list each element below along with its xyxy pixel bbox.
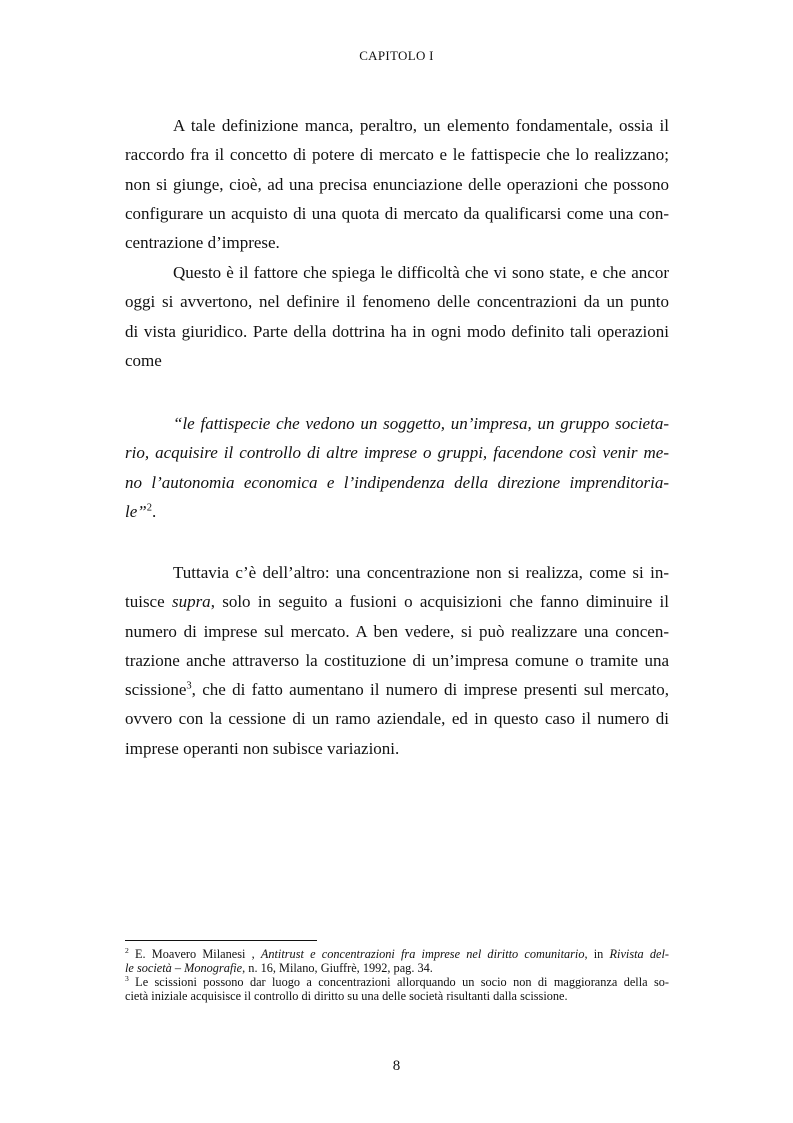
- quote-line: rio, acquisire il controllo di altre imprese o gruppi, facendone così venir me-: [125, 443, 669, 463]
- footnote-2-author: E. Moavero Milanesi ,: [128, 947, 261, 961]
- footnote-3-line-2: cietà iniziale acquisisce il controllo di diritto su una delle società risultanti dalla scissione.: [125, 989, 568, 1003]
- p3-l2-post: , solo in seguito a fusioni o acquisizioni che fanno diminuire il: [210, 592, 669, 612]
- p3-l5-pre: scissione: [125, 680, 187, 700]
- paragraph-3-line: [125, 675, 669, 704]
- footnote-3-text-1: Le scissioni possono dar luogo a concentrazioni allorquando un socio non di maggioranza della so-: [128, 975, 669, 989]
- chapter-header: CAPITOLO I: [359, 48, 434, 63]
- footnote-2-journal-b: le società – Monografie: [125, 961, 243, 975]
- quote-line: no l’autonomia economica e l’indipendenza della direzione imprenditoria-: [125, 472, 669, 492]
- p3-l5-post: , che di fatto aumentano il numero di imprese presenti sul mercato,: [191, 680, 669, 700]
- footnote-separator: [125, 940, 317, 941]
- paragraph-3-line: imprese operanti non subisce variazioni.: [125, 738, 400, 758]
- footnote-2: [125, 947, 669, 975]
- footnote-2-line-2: [125, 961, 669, 975]
- paragraph-3-line: trazione anche attraverso la costituzione di un’impresa comune o tramite una: [125, 650, 669, 670]
- paragraph-3-line: numero di imprese sul mercato. A ben vedere, si può realizzare una concen-: [125, 621, 669, 641]
- footnotes: [125, 947, 669, 1003]
- quote-last-tail: .: [152, 501, 157, 521]
- block-quote: [125, 409, 669, 526]
- paragraph-2-line: di vista giuridico. Parte della dottrina ha in ogni modo definito tali operazioni: [125, 321, 669, 341]
- page-number: 8: [392, 1058, 401, 1074]
- paragraph-2-line: oggi si avvertono, nel definire il fenomeno delle concentrazioni da un punto: [125, 292, 669, 312]
- footnote-2-line-1: [125, 947, 669, 961]
- paragraph-2-line: come: [125, 350, 162, 370]
- quote-last-line: [125, 497, 669, 526]
- paragraph-1: [125, 111, 669, 257]
- paragraph-2-line: Questo è il fattore che spiega le difficoltà che vi sono state, e che ancor: [173, 263, 669, 282]
- footnote-2-mid: , in: [584, 947, 610, 961]
- footnote-2-number: 2: [125, 945, 129, 955]
- p3-l2-pre: tuisce: [125, 592, 172, 612]
- p3-l2-italic: supra: [171, 592, 211, 612]
- paragraph-1-line: centrazione d’imprese.: [125, 233, 280, 253]
- paragraph-1-line: configurare un acquisto di una quota di mercato da qualificarsi come una con-: [125, 203, 669, 223]
- paragraph-1-line: raccordo fra il concetto di potere di mercato e le fattispecie che lo realizzano;: [125, 145, 669, 165]
- paragraph-3-line: [125, 587, 669, 616]
- footnote-2-tail: , n. 16, Milano, Giuffrè, 1992, pag. 34.: [242, 961, 433, 975]
- quote-last-text: le”: [125, 501, 147, 521]
- footnote-3-number: 3: [125, 973, 129, 983]
- footnote-3: [125, 975, 669, 1003]
- footnote-ref-2[interactable]: 2: [146, 502, 152, 514]
- paragraph-1-line: A tale definizione manca, peraltro, un elemento fondamentale, ossia il: [173, 116, 669, 135]
- quote-line: “le fattispecie che vedono un soggetto, un’impresa, un gruppo societa-: [173, 414, 669, 433]
- paragraph-3: [125, 558, 669, 763]
- paragraph-2: [125, 258, 669, 375]
- footnote-3-line-1: [125, 975, 669, 989]
- paragraph-1-line: non si giunge, cioè, ad una precisa enunciazione delle operazioni che possono: [125, 174, 669, 194]
- footnote-ref-3[interactable]: 3: [186, 680, 192, 692]
- footnote-2-journal-a: Rivista del-: [609, 947, 669, 961]
- footnote-2-title: Antitrust e concentrazioni fra imprese nel diritto comunitario: [260, 947, 585, 961]
- paragraph-3-line: Tuttavia c’è dell’altro: una concentrazione non si realizza, come si in-: [173, 563, 669, 582]
- paragraph-3-line: ovvero con la cessione di un ramo aziendale, ed in questo caso il numero di: [125, 709, 669, 729]
